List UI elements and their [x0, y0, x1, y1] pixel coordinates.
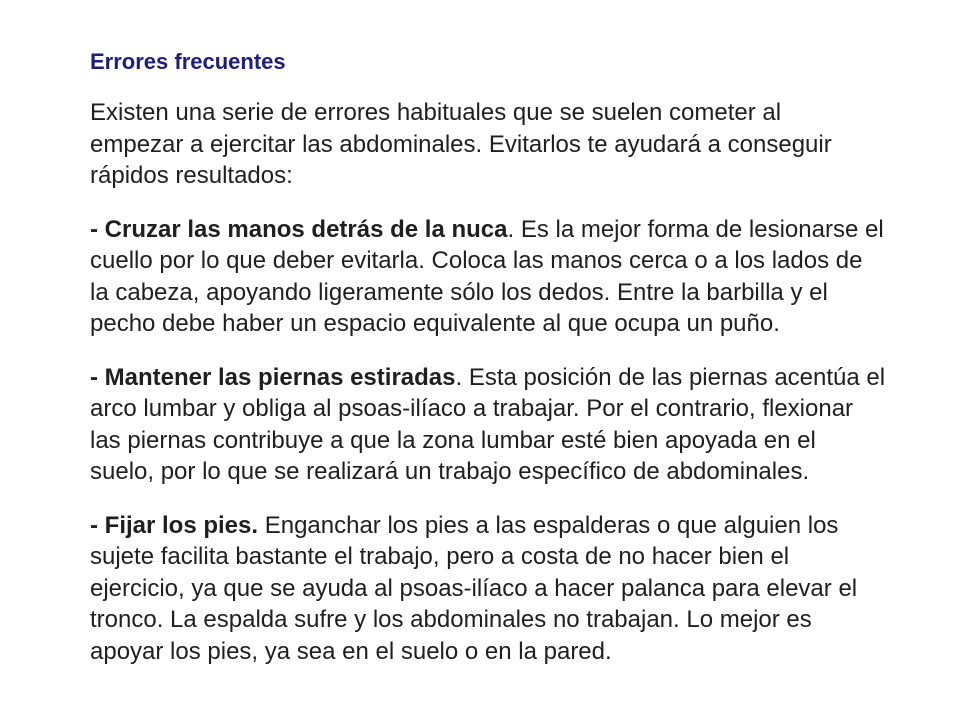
text-line: sujete facilita bastante el trabajo, pero a costa de no hacer bien el	[90, 543, 790, 570]
text-line	[90, 510, 920, 542]
text-line-start: . Es la mejor forma de lesionarse el	[507, 215, 884, 243]
error-lead: - Mantener las piernas estiradas	[90, 363, 456, 391]
error-item-piernas-estiradas	[90, 362, 920, 488]
text-line: rápidos resultados:	[90, 162, 293, 189]
text-line: ejercicio, ya que se ayuda al psoas-ilíaco a hacer palanca para elevar el	[90, 574, 858, 602]
text-line-start: Enganchar los pies a las espalderas o que alguien los	[258, 511, 839, 539]
text-line: suelo, por lo que se realizará un trabajo específico de abdominales.	[90, 458, 810, 485]
text-line: cuello por lo que deber evitarla. Coloca las manos cerca o a los lados de	[90, 247, 863, 274]
text-line: empezar a ejercitar las abdominales. Evitarlos te ayudará a conseguir	[90, 130, 832, 158]
text-line: arco lumbar y obliga al psoas-ilíaco a trabajar. Por el contrario, flexionar	[90, 395, 854, 422]
text-line: las piernas contribuye a que la zona lumbar esté bien apoyada en el	[90, 426, 816, 454]
text-line	[90, 362, 920, 394]
text-line: la cabeza, apoyando ligeramente sólo los dedos. Entre la barbilla y el	[90, 278, 828, 306]
text-line: apoyar los pies, ya sea en el suelo o en la pared.	[90, 637, 612, 665]
intro-paragraph	[90, 97, 920, 192]
error-item-cruzar-manos	[90, 214, 920, 340]
slide-title: Errores frecuentes	[90, 49, 286, 74]
text-line	[90, 214, 920, 246]
text-line: pecho debe haber un espacio equivalente al que ocupa un puño.	[90, 310, 780, 337]
slide-content	[90, 46, 920, 667]
text-line: tronco. La espalda sufre y los abdominales no trabajan. Lo mejor es	[90, 606, 812, 633]
error-item-fijar-pies	[90, 510, 920, 668]
error-lead: - Fijar los pies.	[90, 511, 259, 539]
text-line-start: . Esta posición de las piernas acentúa el	[455, 363, 886, 391]
error-lead: - Cruzar las manos detrás de la nuca	[90, 215, 508, 243]
text-line: Existen una serie de errores habituales que se suelen cometer al	[90, 99, 782, 126]
